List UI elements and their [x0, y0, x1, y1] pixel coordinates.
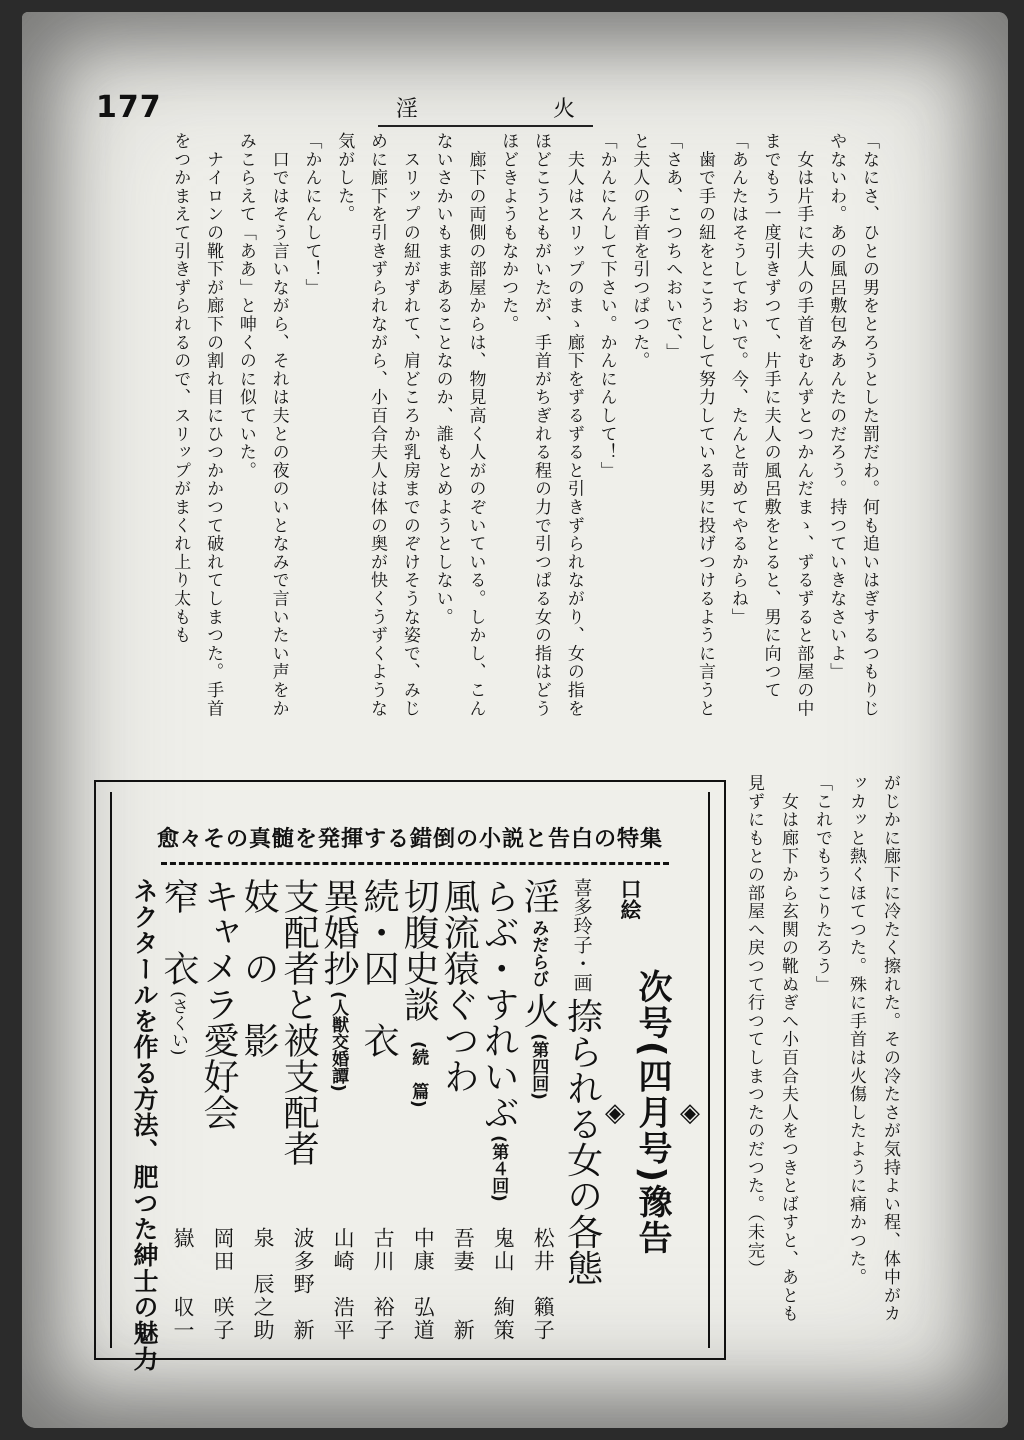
- article-title: 淫: [518, 878, 560, 914]
- feature-line-text: ネクタールを作る方法、肥つた紳士の魅力: [129, 878, 159, 1372]
- article-subtitle: (さくい): [168, 991, 188, 1056]
- article-entry: [278, 878, 318, 1348]
- article-author: 中康 弘道: [411, 1227, 436, 1342]
- article-title: 異婚抄: [318, 878, 360, 986]
- article-author: 嶽 収一: [171, 1227, 195, 1342]
- article-author: 波多野 新: [291, 1227, 316, 1342]
- article-entry: [198, 878, 238, 1348]
- article-author: 鬼山 絢策: [491, 1227, 516, 1342]
- dashed-divider: [161, 862, 669, 865]
- running-title-right: 火: [552, 97, 575, 122]
- article-title: キャメラ愛好会: [198, 878, 240, 1130]
- article-author: 岡田 咲子: [211, 1227, 236, 1342]
- story-paragraphs: 「なにさ、ひとの男をとろうとした罰だわ。何も追いはぎするつもりじやないわ。あの風呂敷包みあんたのだろう。持つていきなさいよ」 女は片手に夫人の手首をむんずとつかんだまゝ、ずるずると部屋の中までもう一度引きずつて、片手に夫人の風呂敷をとると、男に向つて 「あんたはそうしておいで。今、たんと苛めてやるからね」 歯で手の紐をとこうとして努力している男に投げつけるように言うと 「さあ、こつちへおいで、」 と夫人の手首を引つぱつた。 「かんにんして下さい。かんにんして！」 夫人はスリップのまゝ廊下をずるずると引きずられながり、女の指をほどこうともがいたが、手首がちぎれる程の力で引つぱる女の指はどうほどきようもなかつた。 廊下の両側の部屋からは、物見高く人がのぞいている。しかし、こんないさかいもままあることなのか、誰もとめようとしない。 スリップの紐がずれて、肩どころか乳房までのぞけそうな姿で、みじめに廊下を引きずられながら、小百合夫人は体の奥が快くうずくような気がした。 「かんにんして！」 口ではそう言いながら、それは夫との夜のいとなみで言いたい声をかみこらえて「ああ」と呻くのに似ていた。 ナイロンの靴下が廊下の割れ目にひつかかつて破れてしまつた。手首をつかまえて引きずられるので、スリップがまくれ上り太もも: [170, 132, 879, 718]
- article-subtitle: (第４回): [488, 1135, 509, 1202]
- next-issue-announcement: [94, 780, 726, 1372]
- article-subtitle: (続 篇): [408, 1041, 429, 1108]
- article-title: 妓 の 影: [238, 878, 280, 1058]
- story-paragraphs-continued: がじかに廊下に冷たく擦れた。その冷たさが気持よい程、体中がカッカッと熱くほてつた。殊に手首は火傷したように痛かつた。 「これでもうこりたろう」 女は廊下から玄関の靴ぬぎへ小百合夫人をつきとばすと、あとも見ずにもとの部屋へ戻つて行つてしまつたのだつた。（未完）: [744, 774, 900, 1323]
- feature-line: [118, 878, 159, 1372]
- article-entry: [518, 878, 558, 1348]
- article-author: 泉 辰之助: [251, 1227, 276, 1342]
- article-title: 続・囚 衣: [358, 878, 400, 1058]
- article-author: 松井 籟子: [531, 1227, 556, 1342]
- next-issue-title: 次号(四月号)豫告: [632, 969, 672, 1257]
- frontispiece-title: 捺られる女の各態: [561, 997, 603, 1286]
- ornament-icon: ◈: [600, 1098, 630, 1128]
- article-entry: [438, 878, 478, 1348]
- announcement-headline: 愈々その真髄を発揮する錯倒の小説と告白の特集: [156, 827, 663, 852]
- frontispiece-entry: [602, 878, 645, 1348]
- article-entry: [318, 878, 358, 1348]
- article-entry: [238, 878, 278, 1348]
- article-title: 切腹史談: [398, 878, 440, 1022]
- story-text-upper: [150, 132, 885, 732]
- frontispiece-label: 口絵: [618, 878, 642, 920]
- story-text-continued: [732, 774, 907, 1339]
- book-page: [22, 12, 1008, 1428]
- article-author: 山崎 浩平: [331, 1227, 356, 1342]
- article-title: 風流猿ぐつわ: [438, 878, 480, 1094]
- article-entry: [478, 878, 518, 1348]
- article-title: 窄 衣: [158, 878, 199, 986]
- article-author: 古川 裕子: [371, 1227, 396, 1342]
- frontispiece-credit: 喜多玲子・画: [570, 878, 593, 992]
- page-number: 177: [96, 90, 162, 125]
- article-subtitle: (人獣交婚譚): [328, 991, 349, 1092]
- ornament-icon: ◈: [675, 1098, 705, 1128]
- article-subtitle: (第四回): [528, 1033, 549, 1100]
- article-entry: [398, 878, 438, 1348]
- frontispiece-title-col: [558, 878, 601, 1348]
- running-title: [378, 92, 593, 127]
- announcement-columns: [118, 878, 705, 1372]
- article-title: らぶ・すれいぶ: [478, 878, 520, 1130]
- article-title-2: 火: [518, 992, 560, 1029]
- article-reading: みだらび: [528, 919, 549, 988]
- article-entry: [158, 878, 198, 1348]
- article-entry: [358, 878, 398, 1348]
- article-author: 吾妻 新: [451, 1227, 476, 1342]
- article-title: 支配者と被支配者: [278, 878, 320, 1166]
- running-title-left: 淫: [396, 97, 419, 122]
